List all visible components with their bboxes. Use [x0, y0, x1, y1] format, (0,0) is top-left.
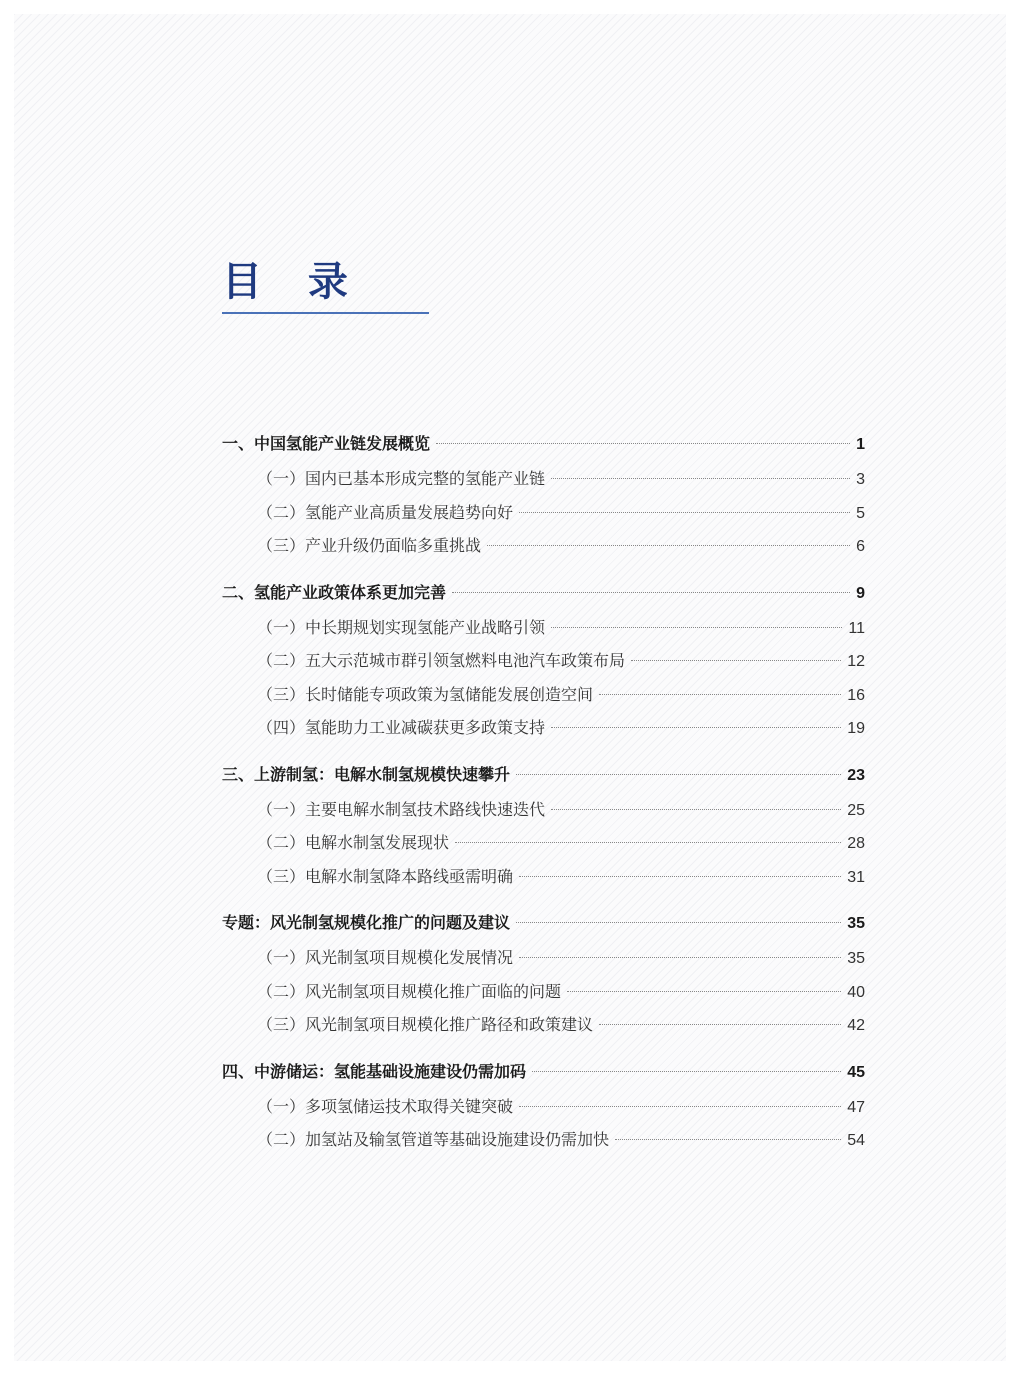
dot-leader	[551, 809, 841, 810]
dot-leader	[519, 512, 850, 513]
toc-page-number: 11	[848, 619, 865, 637]
toc-subentry[interactable]	[222, 496, 865, 530]
toc-page-number: 6	[856, 538, 865, 555]
toc-entry[interactable]	[222, 905, 865, 941]
toc-entry-title: 一、中国氢能产业链发展概览	[222, 434, 431, 453]
toc-entry-title: 四、中游储运：氢能基础设施建设仍需加码	[222, 1061, 527, 1081]
toc-entry[interactable]	[222, 575, 865, 611]
toc-subentry[interactable]	[222, 1123, 865, 1157]
dot-leader	[455, 842, 841, 843]
toc-subentry[interactable]	[222, 793, 865, 827]
toc-section-4	[222, 1054, 865, 1157]
dot-leader	[532, 1071, 841, 1072]
toc-subentry[interactable]	[222, 644, 865, 678]
toc-page-number: 31	[847, 868, 865, 886]
dot-leader	[551, 478, 850, 479]
toc-subentry-title: （四）氢能助力工业减碳获更多政策支持	[257, 718, 546, 737]
toc-subentry-title: （二）五大示范城市群引领氢燃料电池汽车政策布局	[257, 651, 626, 670]
dot-leader	[519, 876, 841, 877]
toc-subentry-title: （二）氢能产业高质量发展趋势向好	[257, 502, 514, 522]
toc-entry-title: 三、上游制氢：电解水制氢规模快速攀升	[222, 764, 511, 784]
toc-subentry[interactable]	[222, 941, 865, 975]
toc-subentry-title: （一）国内已基本形成完整的氢能产业链	[257, 469, 546, 488]
dot-leader	[519, 957, 841, 958]
dot-leader	[516, 922, 841, 923]
dot-leader	[599, 694, 841, 695]
toc-page-number: 23	[847, 766, 865, 784]
dot-leader	[487, 545, 850, 546]
toc-entry[interactable]	[222, 1054, 865, 1090]
dot-leader	[436, 443, 850, 444]
toc-page-number: 25	[847, 801, 865, 819]
toc-page-number: 42	[847, 1017, 865, 1034]
toc-subentry[interactable]	[222, 711, 865, 745]
toc-subentry[interactable]	[222, 678, 865, 712]
dot-leader	[452, 592, 850, 593]
toc-page-number: 19	[847, 720, 865, 737]
toc-entry[interactable]	[222, 426, 865, 462]
toc-page-number: 16	[847, 686, 865, 704]
toc-page-number: 9	[856, 584, 865, 602]
toc-subentry-title: （二）加氢站及输氢管道等基础设施建设仍需加快	[257, 1130, 610, 1149]
toc-subentry[interactable]	[222, 975, 865, 1009]
dot-leader	[551, 727, 841, 728]
toc-section-1	[222, 426, 865, 563]
toc-subentry-title: （三）产业升级仍面临多重挑战	[257, 536, 482, 555]
toc-page-number: 28	[847, 835, 865, 852]
toc-page-number: 3	[856, 471, 865, 488]
page-title: 目 录	[222, 259, 364, 305]
toc-page-number: 35	[847, 915, 865, 932]
toc-subentry[interactable]	[222, 529, 865, 563]
table-of-contents	[222, 426, 865, 1169]
toc-page-number: 12	[847, 653, 865, 670]
dot-leader	[567, 991, 841, 992]
toc-subentry[interactable]	[222, 462, 865, 496]
toc-subentry-title: （一）风光制氢项目规模化发展情况	[257, 948, 514, 967]
toc-subentry-title: （三）风光制氢项目规模化推广路径和政策建议	[257, 1015, 594, 1034]
dot-leader	[551, 627, 842, 628]
toc-page-number: 5	[856, 504, 865, 522]
dot-leader	[516, 774, 841, 775]
toc-subentry-title: （三）电解水制氢降本路线亟需明确	[257, 866, 514, 886]
toc-section-3	[222, 757, 865, 894]
toc-subentry[interactable]	[222, 611, 865, 645]
toc-entry-title: 专题：风光制氢规模化推广的问题及建议	[222, 913, 511, 932]
toc-subentry-title: （二）风光制氢项目规模化推广面临的问题	[257, 981, 562, 1001]
toc-subentry[interactable]	[222, 860, 865, 894]
toc-subentry-title: （二）电解水制氢发展现状	[257, 833, 450, 852]
toc-subentry-title: （一）中长期规划实现氢能产业战略引领	[257, 617, 546, 637]
toc-page-number: 47	[847, 1098, 865, 1116]
toc-section-special	[222, 905, 865, 1042]
toc-subentry-title: （一）主要电解水制氢技术路线快速迭代	[257, 799, 546, 819]
toc-page-number: 54	[847, 1132, 865, 1149]
toc-entry[interactable]	[222, 757, 865, 793]
toc-entry-title: 二、氢能产业政策体系更加完善	[222, 582, 447, 602]
dot-leader	[615, 1139, 841, 1140]
toc-page-number: 1	[856, 436, 865, 453]
title-underline	[222, 312, 429, 314]
toc-page-number: 35	[847, 950, 865, 967]
toc-page-number: 40	[847, 983, 865, 1001]
toc-section-2	[222, 575, 865, 745]
dot-leader	[631, 660, 841, 661]
dot-leader	[599, 1024, 841, 1025]
toc-subentry[interactable]	[222, 826, 865, 860]
toc-subentry-title: （一）多项氢储运技术取得关键突破	[257, 1096, 514, 1116]
dot-leader	[519, 1106, 841, 1107]
toc-subentry[interactable]	[222, 1090, 865, 1124]
toc-subentry-title: （三）长时储能专项政策为氢储能发展创造空间	[257, 684, 594, 704]
toc-page-number: 45	[847, 1063, 865, 1081]
toc-subentry[interactable]	[222, 1008, 865, 1042]
